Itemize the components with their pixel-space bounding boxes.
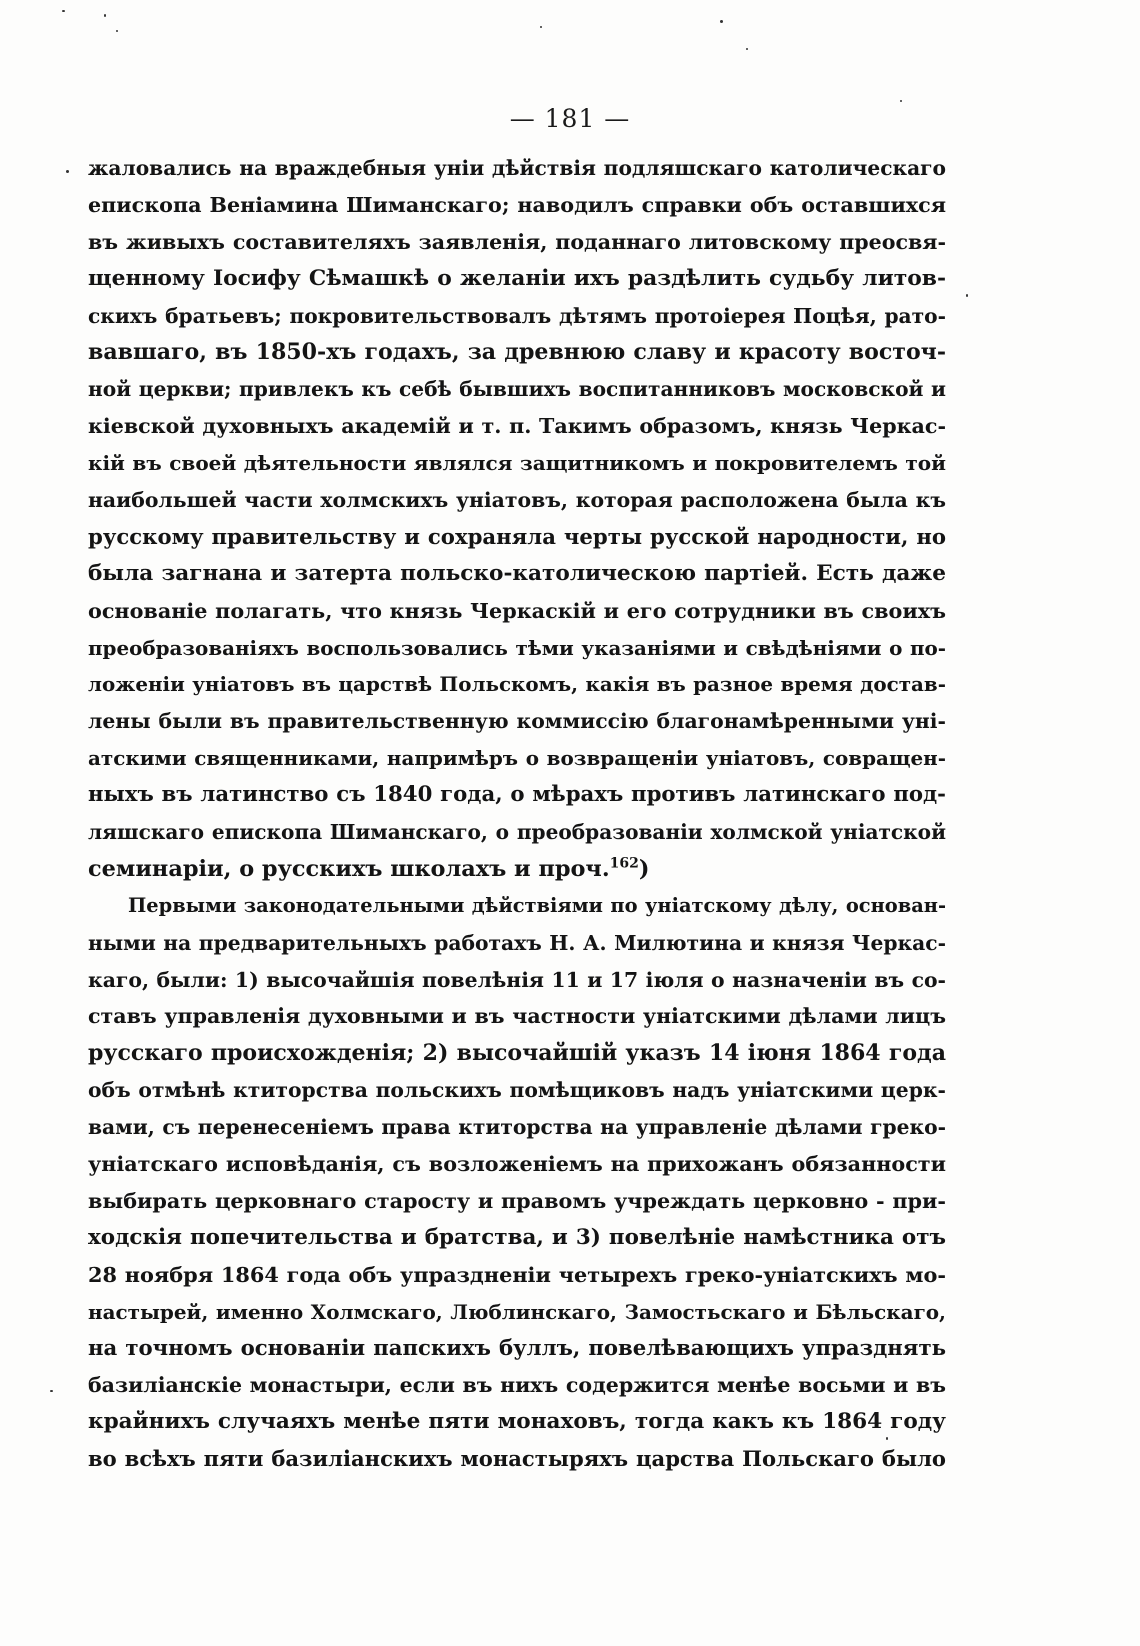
text-line-last bbox=[88, 851, 946, 888]
text-fragment: семинаріи, о русскихъ школахъ и проч. bbox=[88, 855, 610, 882]
text-line: ными на предварительныхъ работахъ Н. А. Милютина и князя Черкас- bbox=[88, 930, 946, 955]
text-line: вавшаго, въ 1850-хъ годахъ, за древнюю славу и красоту восточ- bbox=[88, 339, 946, 366]
footnote-reference: 162 bbox=[609, 855, 639, 872]
scan-speck bbox=[746, 48, 748, 50]
scan-speck bbox=[50, 1390, 53, 1392]
text-line: скихъ братьевъ; покровительствовалъ дѣтямъ протоіерея Поцѣя, рато- bbox=[88, 303, 946, 328]
scan-speck bbox=[62, 10, 65, 12]
text-line: основаніе полагать, что князь Черкаскій и его сотрудники въ своихъ bbox=[88, 598, 946, 623]
text-line: атскими священниками, напримѣръ о возвращеніи уніатовъ, совращен- bbox=[88, 746, 946, 771]
text-line: русскому правительству и сохраняла черты русской народности, но bbox=[88, 523, 946, 549]
text-line: уніатскаго исповѣданія, съ возложеніемъ на прихожанъ обязанности bbox=[88, 1152, 946, 1177]
text-line: объ отмѣнѣ ктиторства польскихъ помѣщиковъ надъ уніатскими церк- bbox=[88, 1078, 946, 1103]
footnote-close-paren: ) bbox=[638, 855, 650, 882]
text-line: во всѣхъ пяти базиліанскихъ монастыряхъ царства Польскаго было bbox=[88, 1446, 946, 1472]
page-number: — 181 — bbox=[509, 104, 631, 133]
scan-speck bbox=[720, 20, 723, 23]
text-line: преобразованіяхъ воспользовались тѣми указаніями и свѣдѣніями о по- bbox=[88, 635, 946, 660]
text-line: 28 ноября 1864 года объ упраздненіи четырехъ греко-уніатскихъ мо- bbox=[88, 1261, 946, 1287]
text-line: ходскія попечительства и братства, и 3) повелѣніе намѣстника отъ bbox=[88, 1224, 946, 1250]
text-line: въ живыхъ составителяхъ заявленія, поданнаго литовскому преосвя- bbox=[88, 229, 946, 254]
text-line: базиліанскіе монастыри, если въ нихъ содержится менѣе восьми и въ bbox=[88, 1373, 946, 1398]
text-line: ложеніи уніатовъ въ царствѣ Польскомъ, какія въ разное время достав- bbox=[88, 672, 946, 697]
text-line: каго, были: 1) высочайшія повелѣнія 11 и 17 іюля о назначеніи въ со- bbox=[88, 967, 946, 992]
body-text bbox=[88, 150, 946, 1478]
text-line: кіевской духовныхъ академій и т. п. Такимъ образомъ, князь Черкас- bbox=[88, 414, 946, 439]
text-line: наибольшей части холмскихъ уніатовъ, которая расположена была къ bbox=[88, 488, 946, 513]
text-line-indented: Первыми законодательными дѣйствіями по уніатскому дѣлу, основан- bbox=[128, 893, 946, 917]
text-line: кій въ своей дѣятельности являлся защитникомъ и покровителемъ той bbox=[88, 451, 946, 476]
text-line: на точномъ основаніи папскихъ буллъ, повелѣвающихъ упразднять bbox=[88, 1335, 946, 1361]
scan-speck bbox=[116, 30, 118, 32]
text-line: вами, съ перенесеніемъ права ктиторства на управленіе дѣлами греко- bbox=[88, 1115, 946, 1140]
text-line: русскаго происхожденія; 2) высочайшій указъ 14 іюня 1864 года bbox=[88, 1040, 946, 1067]
text-line: крайнихъ случаяхъ менѣе пяти монаховъ, тогда какъ къ 1864 году bbox=[88, 1409, 946, 1435]
text-line: ляшскаго епископа Шиманскаго, о преобразованіи холмской уніатской bbox=[88, 820, 946, 845]
scan-speck bbox=[104, 14, 106, 17]
text-line: епископа Веніамина Шиманскаго; наводилъ справки объ оставшихся bbox=[88, 192, 946, 217]
scan-speck bbox=[900, 100, 902, 102]
scan-speck bbox=[540, 26, 542, 28]
text-line: была загнана и затерта польско-католическою партіей. Есть даже bbox=[88, 560, 946, 586]
text-line: лены были въ правительственную коммиссію благонамѣренными уні- bbox=[88, 709, 946, 734]
text-line: ной церкви; привлекъ къ себѣ бывшихъ воспитанниковъ московской и bbox=[88, 377, 946, 402]
text-line: настырей, именно Холмскаго, Люблинскаго, Замостьскаго и Бѣльскаго, bbox=[88, 1299, 946, 1324]
text-line: ныхъ въ латинство съ 1840 года, о мѣрахъ противъ латинскаго под- bbox=[88, 782, 946, 808]
scan-speck bbox=[966, 294, 968, 297]
text-line: жаловались на враждебныя уніи дѣйствія подляшскаго католическаго bbox=[88, 156, 946, 180]
scan-speck bbox=[66, 170, 69, 173]
text-line: выбирать церковнаго старосту и правомъ учреждать церковно - при- bbox=[88, 1188, 946, 1213]
text-line: щенному Іосифу Сѣмашкѣ о желаніи ихъ раздѣлить судьбу литов- bbox=[88, 265, 946, 291]
text-line: ставъ управленія духовными и въ частности уніатскими дѣлами лицъ bbox=[88, 1004, 946, 1029]
